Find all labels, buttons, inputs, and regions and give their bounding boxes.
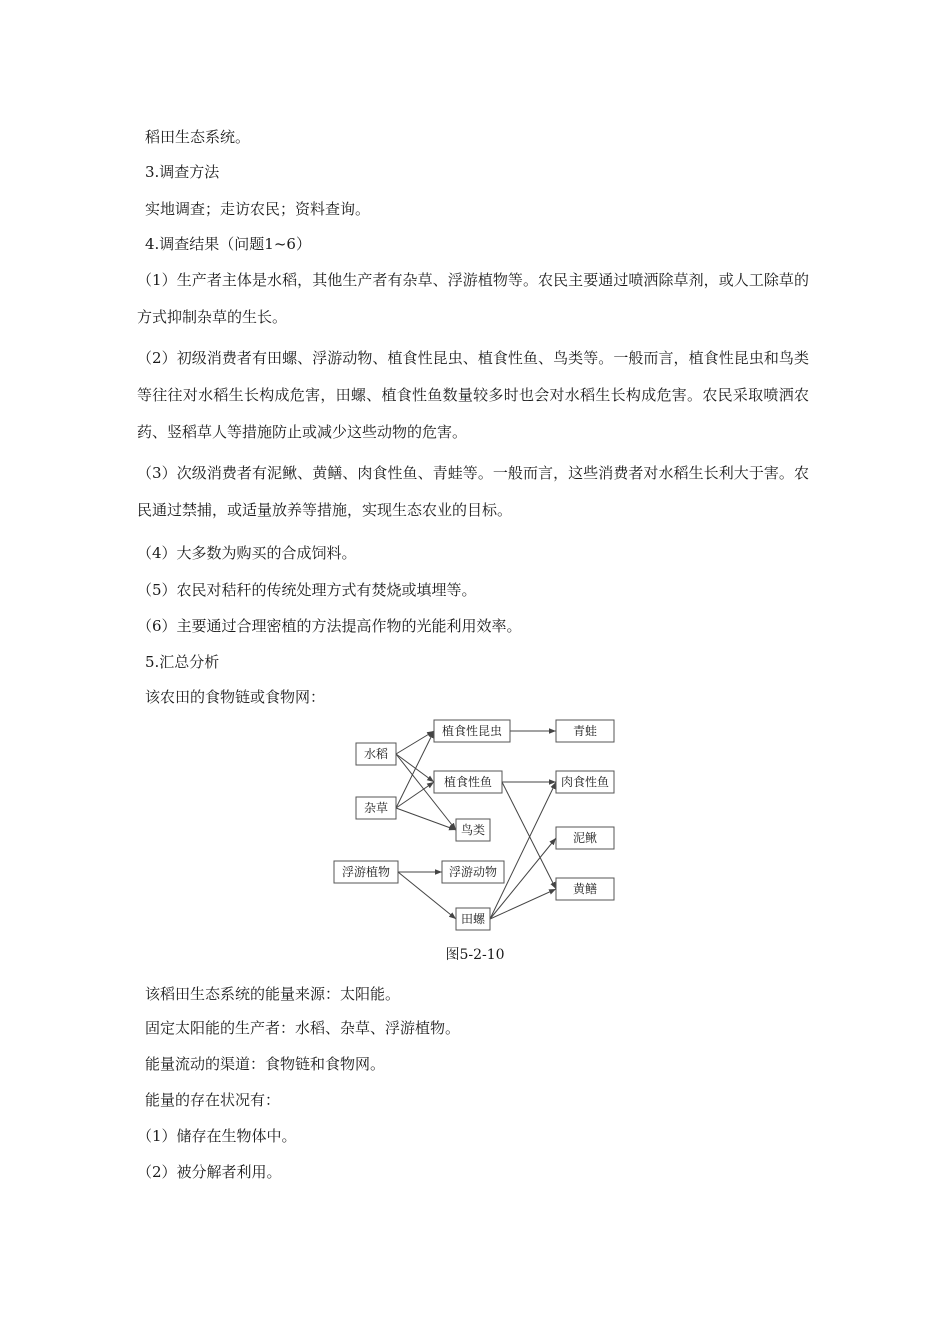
text-line: 实地调查；走访农民；资料查询。	[145, 200, 371, 218]
text-line: （5）农民对秸秆的传统处理方式有焚烧或填埋等。	[137, 581, 477, 599]
node-herb-insect	[434, 720, 510, 742]
text-line: 该稻田生态系统的能量来源：太阳能。	[145, 985, 401, 1003]
node-label: 水稻	[363, 747, 389, 761]
node-plankton-animal	[442, 861, 504, 883]
node-birds	[456, 819, 490, 841]
text-line: 该农田的食物链或食物网：	[145, 688, 326, 706]
node-label: 鸟类	[460, 823, 486, 837]
section-heading: 3.调查方法	[145, 163, 220, 181]
node-herb-fish	[434, 771, 502, 793]
node-label: 黄鳝	[572, 882, 598, 896]
text-line: 能量的存在状况有：	[145, 1091, 281, 1109]
node-plankton-plant	[334, 861, 398, 883]
node-label: 植食性昆虫	[441, 724, 503, 738]
node-snail	[456, 908, 490, 930]
section-heading: 4.调查结果（问题1~6）	[145, 235, 311, 253]
node-label: 青蛙	[572, 724, 598, 738]
text-line: （2）被分解者利用。	[137, 1163, 282, 1181]
food-web-diagram	[330, 713, 620, 935]
figure-caption: 图5-2-10	[445, 947, 505, 963]
paragraph: （2）初级消费者有田螺、浮游动物、植食性昆虫、植食性鱼、鸟类等。一般而言，植食性昆虫和鸟类等往往对水稻生长构成危害，田螺、植食性鱼数量较多时也会对水稻生长构成危害。农民采取喷洒农药、竖稻草人等措施防止或减少这些动物的危害。	[137, 349, 809, 441]
node-frog	[556, 720, 614, 742]
node-eel	[556, 878, 614, 900]
node-label: 杂草	[363, 801, 389, 815]
food-web-nodes	[334, 720, 614, 930]
paragraph: （1）生产者主体是水稻，其他生产者有杂草、浮游植物等。农民主要通过喷洒除草剂，或人工除草的方式抑制杂草的生长。	[137, 271, 809, 326]
node-loach	[556, 827, 614, 849]
text-line: （6）主要通过合理密植的方法提高作物的光能利用效率。	[137, 617, 522, 635]
node-label: 泥鳅	[572, 831, 598, 845]
node-carn-fish	[556, 771, 614, 793]
text-line: （4）大多数为购买的合成饲料。	[137, 544, 357, 562]
node-label: 浮游动物	[448, 865, 498, 879]
node-weeds	[356, 797, 396, 819]
text-line: （1）储存在生物体中。	[137, 1127, 297, 1145]
node-label: 浮游植物	[341, 865, 391, 879]
text-line: 固定太阳能的生产者：水稻、杂草、浮游植物。	[145, 1019, 461, 1037]
node-label: 植食性鱼	[443, 775, 493, 789]
node-label: 田螺	[460, 912, 486, 926]
node-label: 肉食性鱼	[560, 775, 610, 789]
node-rice	[356, 743, 396, 765]
arrow-snail-to-eel	[490, 889, 556, 919]
text-line: 能量流动的渠道：食物链和食物网。	[145, 1055, 386, 1073]
text-line: 稻田生态系统。	[145, 128, 251, 146]
section-heading: 5.汇总分析	[145, 653, 220, 671]
paragraph: （3）次级消费者有泥鳅、黄鳝、肉食性鱼、青蛙等。一般而言，这些消费者对水稻生长利大于害。农民通过禁捕，或适量放养等措施，实现生态农业的目标。	[137, 464, 809, 519]
